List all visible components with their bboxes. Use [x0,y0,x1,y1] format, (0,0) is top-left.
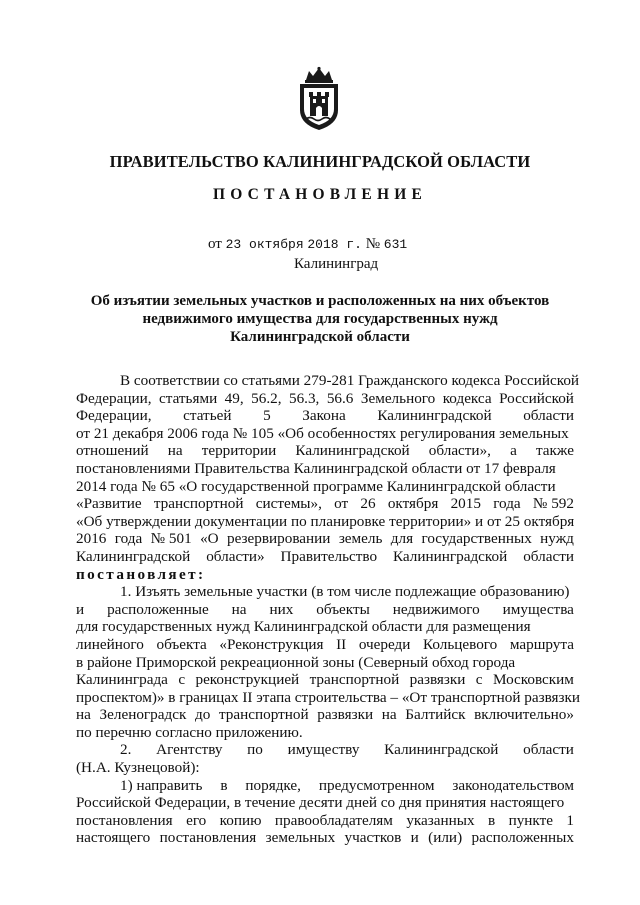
body-word: и [410,829,419,847]
body-word: его [186,811,207,829]
body-word: Федерации, [76,389,152,407]
body-line [76,548,574,566]
body-word: государственных [421,530,532,548]
body-word: постановления [76,811,173,829]
body-line [76,829,574,847]
body-word: транспортной [309,671,400,689]
body-word: Московским [492,671,574,689]
body-word: 56.3, [288,389,320,407]
body-word: 1. Изъять земельные участки (в том числе подлежащие образованию) [120,583,570,601]
body-word: 2. [120,741,132,759]
body-word: № 501 [150,530,192,548]
body-word: II [336,635,347,653]
body-line [76,671,574,689]
body-word: статьей [183,407,232,425]
body-word: предусмотренном [318,776,435,794]
body-word: также [535,442,574,460]
body-word: «Реконструкция [219,635,324,653]
body-word: области [523,547,574,565]
body-line [76,513,574,531]
body-word: года [493,495,521,513]
body-line [76,407,574,425]
body-word: объекта [156,635,207,653]
body-word: на [76,706,91,724]
date-year: 2018 г. [307,237,362,252]
date-line [208,236,407,253]
body-word: Агентству [156,741,223,759]
body-word: проспектом)» в границах II этапа строительства – «От транспортной развязки [76,688,581,706]
body-word: земельных [265,829,336,847]
body-word: постановлениями Правительства Калининградской области от 17 февраля [76,459,556,477]
body-word: копию [219,811,262,829]
body-line [76,618,574,636]
document-number: 631 [383,237,408,252]
title-line: Об изъятии земельных участков и расположенных на них объектов [90,293,550,309]
body-line [76,390,574,408]
body-word: системы», [255,495,322,513]
body-line [76,478,574,496]
body-line [76,601,574,619]
body-word: области», [428,442,491,460]
title-line: Калининградской области [230,329,410,345]
coat-of-arms-icon [294,66,344,132]
body-word: линейного [76,635,144,653]
body-line [76,812,574,830]
body-word: на [381,706,397,724]
body-word: реконструкцией [195,671,300,689]
body-word: Кольцевого [423,635,498,653]
body-word: включительно» [474,706,574,724]
body-word: «Об утверждении документации по планировке территории» и от 25 октября [76,512,575,530]
body-word: 56.2, [251,389,282,407]
body-word: территории [201,442,277,460]
document-title [60,292,580,346]
body-word: 26 [360,495,376,513]
body-word: Калининградской [377,407,492,425]
body-word: Российской Федерации, в течение десяти дней со дня принятия настоящего [76,794,565,812]
body-word: них [269,600,294,618]
body-word: для государственных нужд Калининградской области для размещения [76,618,531,636]
body-word: 1) направить [120,776,203,794]
body-word: Правительство [280,547,378,565]
body-word: «Развитие [76,495,142,513]
body-word: очереди [358,635,411,653]
body-word: настоящего [76,829,151,847]
body-word: для [390,530,414,548]
body-word: 1 [566,811,574,829]
body-word: с [178,671,186,689]
body-word: транспортной [218,706,309,724]
body-word: Федерации, [76,407,152,425]
body-word: Зеленоградск [99,706,187,724]
body-word: области [523,741,574,759]
document-type: ПОСТАНОВЛЕНИЕ [212,186,428,203]
body-word: 2016 [76,530,107,548]
body-word: пункте [508,811,553,829]
body-word: транспортной [153,495,244,513]
body-word: постановляет: [76,565,206,583]
body-line [76,688,581,707]
body-word: 49, [224,389,244,407]
body-word: кодекса [442,389,492,407]
body-word: (или) [428,829,463,847]
body-word: области» [206,547,265,565]
body-word: Российской [499,389,574,407]
body-word: Земельного [360,389,436,407]
body-word: Калининграда [76,671,168,689]
document-body [76,372,581,847]
body-word: Закона [302,407,346,425]
body-line [76,636,574,654]
body-line [76,530,574,548]
body-word: а [510,442,517,460]
date-prefix: от [208,236,222,252]
body-word: недвижимого [392,600,480,618]
body-word: Калининградской [392,547,508,565]
body-word: до [195,706,211,724]
body-word: земель [338,530,383,548]
body-line [76,566,574,584]
body-word: объекты [316,600,370,618]
body-line [76,724,574,742]
body-word: расположенных [471,829,574,847]
body-word: В соответствии со статьями 279-281 Гражданского кодекса Российской [120,372,580,389]
body-word: отношений [76,442,149,460]
body-word: на [231,600,247,618]
body-line [76,442,574,460]
body-line [76,654,574,672]
body-word: на [167,442,183,460]
date-day: 23 октября [225,237,304,252]
body-line [76,425,574,443]
body-word: и [76,600,85,618]
body-word: маршрута [509,635,574,653]
body-word: Калининградской [384,741,499,759]
body-word: резервировании [227,530,331,548]
body-word: развязки [317,706,374,724]
body-word: 2015 [450,495,481,513]
body-line [76,777,574,795]
body-word: по [247,741,263,759]
body-word: № 592 [532,495,574,513]
body-word: Калининградской [295,442,410,460]
body-word: в районе Приморской рекреационной зоны (Северный обход города [76,653,516,671]
body-word: порядке, [245,776,301,794]
body-word: в [220,776,228,794]
body-line [76,460,574,478]
body-word: 56.6 [326,389,354,407]
body-word: развязки [409,671,466,689]
body-word: нужд [540,530,574,548]
body-word: имущества [502,600,574,618]
body-line [76,759,574,777]
body-word: правообладателям [274,811,393,829]
body-word: Балтийск [405,706,466,724]
body-word: области [523,407,574,425]
body-word: расположенные [107,600,209,618]
body-word: 5 [263,407,271,425]
body-word: статьями [159,389,218,407]
body-word: постановления [159,829,257,847]
body-word: года [114,530,143,548]
body-word: по перечню согласно приложению. [76,723,303,741]
body-line [76,583,574,601]
body-word: с [475,671,483,689]
body-line [76,495,574,513]
body-word: Калининградской [76,547,191,565]
title-line: недвижимого имущества для государственных нужд [142,311,498,327]
body-line [76,372,580,390]
body-line [76,794,574,812]
body-word: (Н.А. Кузнецовой): [76,759,200,777]
body-word: указанных [406,811,475,829]
body-word: октября [387,495,439,513]
body-word: участков [344,829,402,847]
body-word: имуществу [287,741,360,759]
organization-name: ПРАВИТЕЛЬСТВО КАЛИНИНГРАДСКОЙ ОБЛАСТИ [109,152,531,171]
body-word: от 21 декабря 2006 года № 105 «Об особенностях регулирования земельных [76,424,569,442]
body-word: от [334,495,349,513]
body-word: «О [200,530,219,548]
body-word: законодательством [452,776,574,794]
number-sign: № [365,236,381,252]
city-name: Калининград [294,256,379,272]
body-line [76,741,574,759]
body-word: 2014 года № 65 «О государственной программе Калининградской области [76,477,556,495]
body-line [76,706,574,724]
body-word: в [488,811,496,829]
